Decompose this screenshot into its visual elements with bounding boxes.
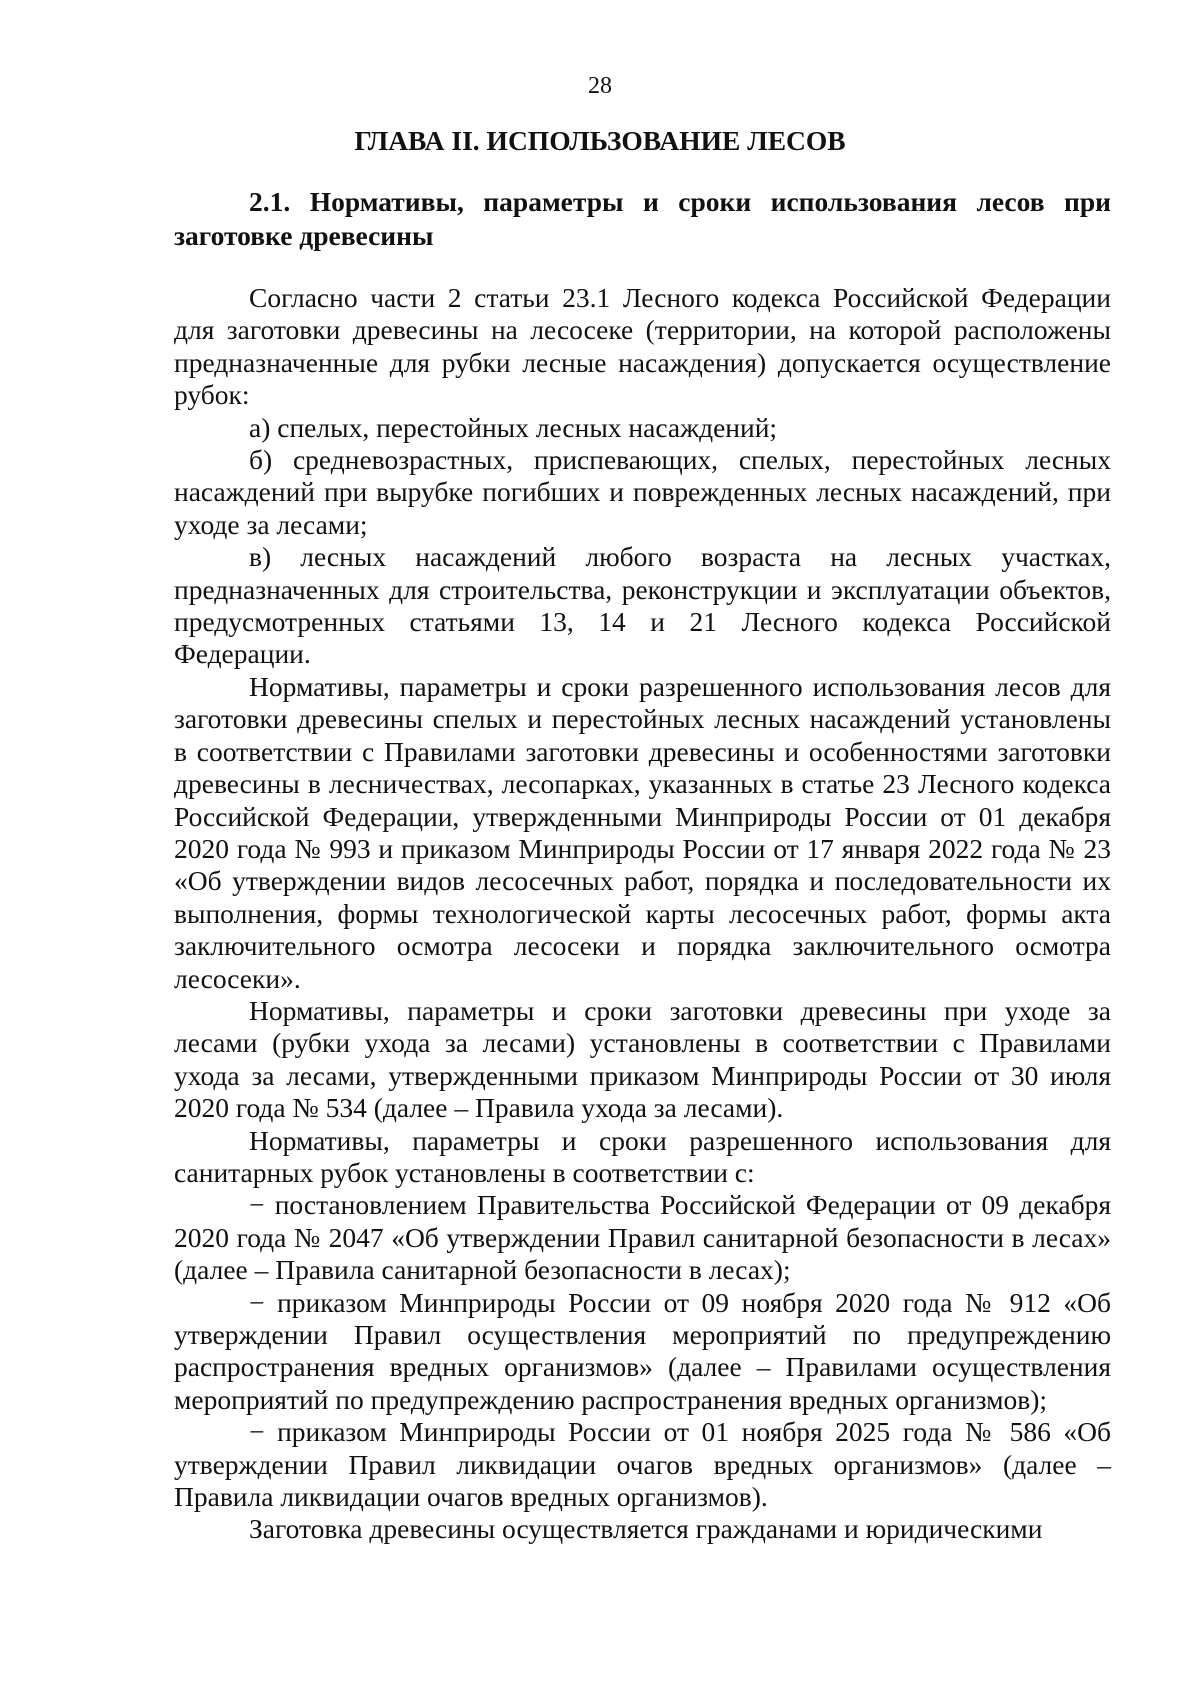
list-item-a: а) спелых, перестойных лесных насаждений;	[249, 411, 778, 443]
page-number: 28	[588, 73, 612, 99]
body-text	[174, 282, 1111, 1546]
paragraph-norms-sanitary: Нормативы, параметры и сроки разрешенного использования для санитарных рубок установлены в соответствии с:	[174, 1124, 1111, 1188]
paragraph-intro: Согласно части 2 статьи 23.1 Лесного кодекса Российской Федерации для заготовки древесины на лесосеке (территории, на которой расположены предназначенные для рубки лесные насаждения) допускается осуществление рубок:	[174, 282, 1111, 411]
paragraph-norms-care: Нормативы, параметры и сроки заготовки древесины при уходе за лесами (рубки ухода за лесами) установлены в соответствии с Правилами ухода за лесами, утвержденными приказом Минприроды России от 30 июля 2020 года № 534 (далее – Правила ухода за лесами).	[174, 994, 1111, 1124]
chapter-title: ГЛАВА II. ИСПОЛЬЗОВАНИЕ ЛЕСОВ	[354, 125, 846, 156]
section-title: 2.1. Нормативы, параметры и сроки использования лесов при заготовке древесины	[174, 186, 1111, 251]
list-item-dash-3: − приказом Минприроды России от 01 ноября 2025 года № 586 «Об утверждении Правил ликвидации очагов вредных организмов» (далее – Правила ликвидации очагов вредных организмов).	[174, 1416, 1111, 1513]
paragraph-norms-mature: Нормативы, параметры и сроки разрешенного использования лесов для заготовки древесины спелых и перестойных лесных насаждений установлены в соответствии с Правилами заготовки древесины и особенностями заготовки древесины в лесничествах, лесопарках, указанных в статье 23 Лесного кодекса Российской Федерации, утвержденными Минприроды России от 01 декабря 2020 года № 993 и приказом Минприроды России от 17 января 2022 года № 23 «Об утверждении видов лесосечных работ, порядка и последовательности их выполнения, формы технологической карты лесосечных работ, формы акта заключительного осмотра лесосеки и порядка заключительного осмотра лесосеки».	[174, 670, 1111, 994]
list-item-dash-1: − постановлением Правительства Российской Федерации от 09 декабря 2020 года № 2047 «Об утверждении Правил санитарной безопасности в лесах» (далее – Правила санитарной безопасности в лесах);	[174, 1189, 1111, 1286]
list-item-b: б) средневозрастных, приспевающих, спелых, перестойных лесных насаждений при вырубке погибших и поврежденных лесных насаждений, при уходе за лесами;	[174, 444, 1111, 540]
list-item-dash-2: − приказом Минприроды России от 09 ноября 2020 года № 912 «Об утверждении Правил осуществления мероприятий по предупреждению распространения вредных организмов» (далее – Правилами осуществления мероприятий по предупреждению распространения вредных организмов);	[174, 1286, 1111, 1415]
list-item-v: в) лесных насаждений любого возраста на лесных участках, предназначенных для строительства, реконструкции и эксплуатации объектов, предусмотренных статьями 13, 14 и 21 Лесного кодекса Российской Федерации.	[174, 541, 1111, 670]
paragraph-harvesting: Заготовка древесины осуществляется гражданами и юридическими	[249, 1513, 1043, 1545]
